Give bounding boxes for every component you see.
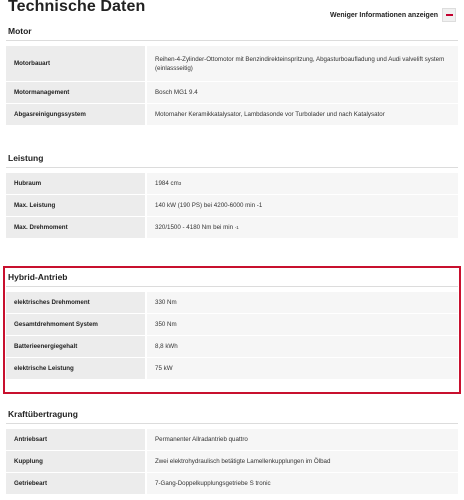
spec-row [6, 428, 458, 450]
spec-row [6, 216, 458, 238]
section-title-kraftuebertragung: Kraftübertragung [8, 409, 78, 419]
section-title-hybrid: Hybrid-Antrieb [8, 272, 68, 282]
spec-value: Permanenter Allradantrieb quattro [145, 429, 458, 450]
spec-value-text: 320/1500 - 4180 Nm bei min [155, 224, 234, 231]
spec-key: Kupplung [6, 451, 145, 472]
spec-value: 320/1500 - 4180 Nm bei min -1 [145, 217, 458, 238]
section-title-leistung: Leistung [8, 153, 44, 163]
section-divider [6, 423, 458, 424]
spec-value: Motornaher Keramikkatalysator, Lambdasonde vor Turbolader und nach Katalysator [145, 104, 458, 125]
spec-row [6, 81, 458, 103]
spec-value: 140 kW (190 PS) bei 4200-6000 min -1 [145, 195, 458, 216]
spec-key: Max. Leistung [6, 195, 145, 216]
spec-key: Hubraum [6, 173, 145, 194]
spec-key: Antriebsart [6, 429, 145, 450]
spec-key: Max. Drehmoment [6, 217, 145, 238]
spec-row [6, 103, 458, 125]
section-title-motor: Motor [8, 26, 32, 36]
spec-key: Gesamtdrehmoment System [6, 314, 145, 335]
section-divider [6, 167, 458, 168]
section-leistung [6, 151, 458, 238]
spec-key: elektrische Leistung [6, 358, 145, 379]
highlight-box [3, 266, 461, 394]
page-title: Technische Daten [8, 0, 146, 15]
spec-key: elektrisches Drehmoment [6, 292, 145, 313]
spec-key: Abgasreinigungssystem [6, 104, 145, 125]
section-motor [6, 24, 458, 125]
spec-key: Motorbauart [6, 46, 145, 81]
spec-value-text: 1984 cm [155, 180, 179, 187]
spec-row [6, 472, 458, 494]
spec-value: 350 Nm [145, 314, 458, 335]
spec-value: 7-Gang-Doppelkupplungsgetriebe S tronic [145, 473, 458, 494]
spec-key: Motormanagement [6, 82, 145, 103]
spec-value: 330 Nm [145, 292, 458, 313]
spec-row [6, 450, 458, 472]
section-kraftuebertragung [6, 407, 458, 494]
spec-value: 8,8 kWh [145, 336, 458, 357]
spec-key: Getriebeart [6, 473, 145, 494]
spec-value: Bosch MG1 9.4 [145, 82, 458, 103]
spec-row [6, 172, 458, 194]
spec-row [6, 45, 458, 81]
spec-value: 75 kW [145, 358, 458, 379]
spec-key: Batterieenergiegehalt [6, 336, 145, 357]
section-divider [6, 40, 458, 41]
less-info-label[interactable]: Weniger Informationen anzeigen [330, 11, 438, 19]
spec-value: Reihen-4-Zylinder-Ottomotor mit Benzindirekteinspritzung, Abgasturboaufladung und Audi valvelift system (einlassseitig) [145, 46, 458, 81]
minus-icon[interactable] [442, 8, 456, 22]
spec-value: Zwei elektrohydraulisch betätigte Lamellenkupplungen im Ölbad [145, 451, 458, 472]
spec-row [6, 194, 458, 216]
less-info-toggle[interactable] [330, 8, 456, 22]
spec-value: 1984 cm 3 [145, 173, 458, 194]
